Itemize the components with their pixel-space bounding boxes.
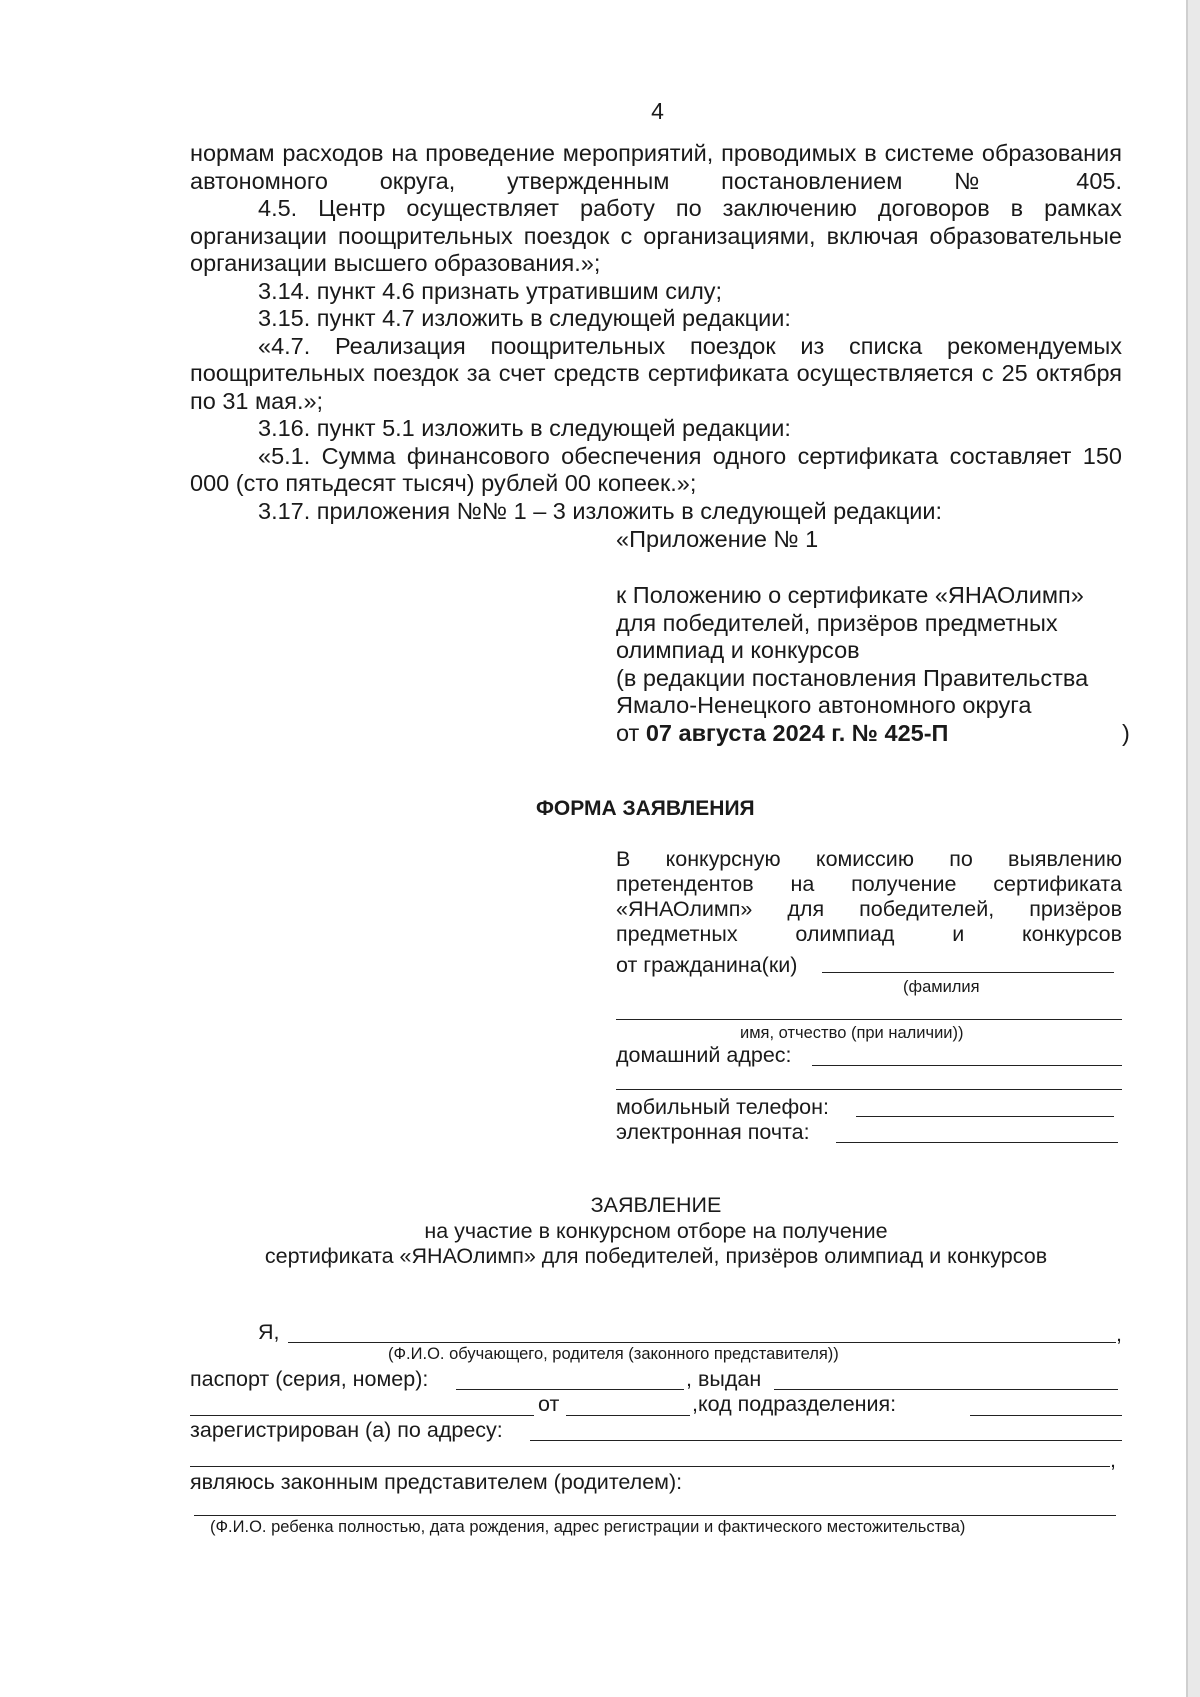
division-code-label: ,код подразделения: <box>692 1392 897 1416</box>
fio-hint: (Ф.И.О. обучающего, родителя (законного представителя)) <box>388 1345 839 1363</box>
paragraph-3-16: 3.16. пункт 5.1 изложить в следующей редакции: <box>258 415 791 441</box>
paragraph-5-1: «5.1. Сумма финансового обеспечения одного сертификата составляет 150 000 (сто пятьдесят тысяч) рублей 00 копеек.»; <box>190 442 1122 496</box>
appendix-title: «Приложение № 1 <box>616 526 819 552</box>
appendix-date-prefix: от <box>616 719 640 746</box>
appendix-line: для победителей, призёров предметных <box>616 609 1058 636</box>
issued-by-field[interactable] <box>774 1389 1118 1390</box>
division-code-field[interactable] <box>970 1415 1122 1416</box>
from-citizen-label: от гражданина(ки) <box>616 953 798 977</box>
statement-subtitle-1: на участие в конкурсном отборе на получение <box>424 1219 888 1243</box>
home-address-field-2[interactable] <box>616 1089 1122 1090</box>
statement-title: ЗАЯВЛЕНИЕ <box>590 1193 722 1217</box>
fio-field[interactable] <box>288 1342 1116 1343</box>
paragraph-4-5: 4.5. Центр осуществляет работу по заключению договоров в рамках организации поощрительных поездок с организациями, включая образовательные организации высшего образования.»; <box>190 195 1122 276</box>
home-address-label: домашний адрес: <box>616 1043 792 1067</box>
fio-comma: , <box>1116 1322 1122 1346</box>
document-body <box>190 140 1122 525</box>
registered-address-field-2[interactable] <box>190 1466 1110 1467</box>
i-label: Я, <box>258 1320 280 1344</box>
appendix-line: (в редакции постановления Правительства <box>616 664 1089 691</box>
passport-number-field[interactable] <box>456 1389 684 1390</box>
appendix-header <box>616 582 1126 747</box>
issued-label: , выдан <box>686 1367 762 1391</box>
statement-subtitle-2: сертификата «ЯНАОлимп» для победителей, призёров олимпиад и конкурсов <box>264 1244 1048 1268</box>
address-comma: , <box>1110 1448 1116 1472</box>
representative-label: являюсь законным представителем (родителем): <box>190 1470 683 1494</box>
appendix-line: к Положению о сертификате «ЯНАОлимп» <box>616 582 1084 608</box>
name-hint: имя, отчество (при наличии)) <box>740 1024 964 1042</box>
registered-address-label: зарегистрирован (а) по адресу: <box>190 1418 503 1442</box>
child-info-field[interactable] <box>194 1515 1116 1516</box>
addressee-text: В конкурсную комиссию по выявлению претендентов на получение сертификата «ЯНАОлимп» для победителей, призёров предметных олимпиад и конкурсов <box>616 847 1122 946</box>
mobile-phone-label: мобильный телефон: <box>616 1095 829 1119</box>
email-label: электронная почта: <box>616 1120 810 1144</box>
citizen-name-field[interactable] <box>822 972 1114 973</box>
paragraph-3-15: 3.15. пункт 4.7 изложить в следующей редакции: <box>258 305 791 331</box>
appendix-line: олимпиад и конкурсов <box>616 637 860 663</box>
issue-date-field[interactable] <box>566 1415 690 1416</box>
paragraph-3-14: 3.14. пункт 4.6 признать утратившим силу; <box>258 277 723 304</box>
registered-address-field[interactable] <box>530 1440 1122 1441</box>
appendix-line: Ямало-Ненецкого автономного округа <box>616 692 1032 718</box>
mobile-phone-field[interactable] <box>856 1116 1114 1117</box>
paragraph-norms: нормам расходов на проведение мероприятий, проводимых в системе образования автономного округа, утвержденным постановлением № 405. <box>190 140 1122 194</box>
issue-date-label: от <box>538 1392 560 1416</box>
surname-hint: (фамилия <box>903 978 980 996</box>
citizen-name-field-2[interactable] <box>616 1019 1122 1020</box>
home-address-field[interactable] <box>812 1065 1122 1066</box>
paragraph-3-17: 3.17. приложения №№ 1 – 3 изложить в следующей редакции: <box>258 497 943 524</box>
addressee-block <box>616 847 1122 947</box>
passport-label: паспорт (серия, номер): <box>190 1367 429 1391</box>
paragraph-4-7: «4.7. Реализация поощрительных поездок из списка рекомендуемых поощрительных поездок за счет средств сертификата осуществляется с 25 октября по 31 мая.»; <box>190 332 1122 414</box>
issued-by-field-2[interactable] <box>190 1415 534 1416</box>
child-hint: (Ф.И.О. ребенка полностью, дата рождения, адрес регистрации и фактического местожительства) <box>210 1518 966 1536</box>
page-edge <box>1188 0 1200 1697</box>
appendix-date-value: 07 августа 2024 г. № 425-П <box>645 719 949 746</box>
page-number: 4 <box>651 98 664 124</box>
appendix-date-line <box>616 720 1126 748</box>
appendix-close-paren: ) <box>1122 720 1130 746</box>
form-title: ФОРМА ЗАЯВЛЕНИЯ <box>536 797 755 820</box>
email-field[interactable] <box>836 1142 1118 1143</box>
